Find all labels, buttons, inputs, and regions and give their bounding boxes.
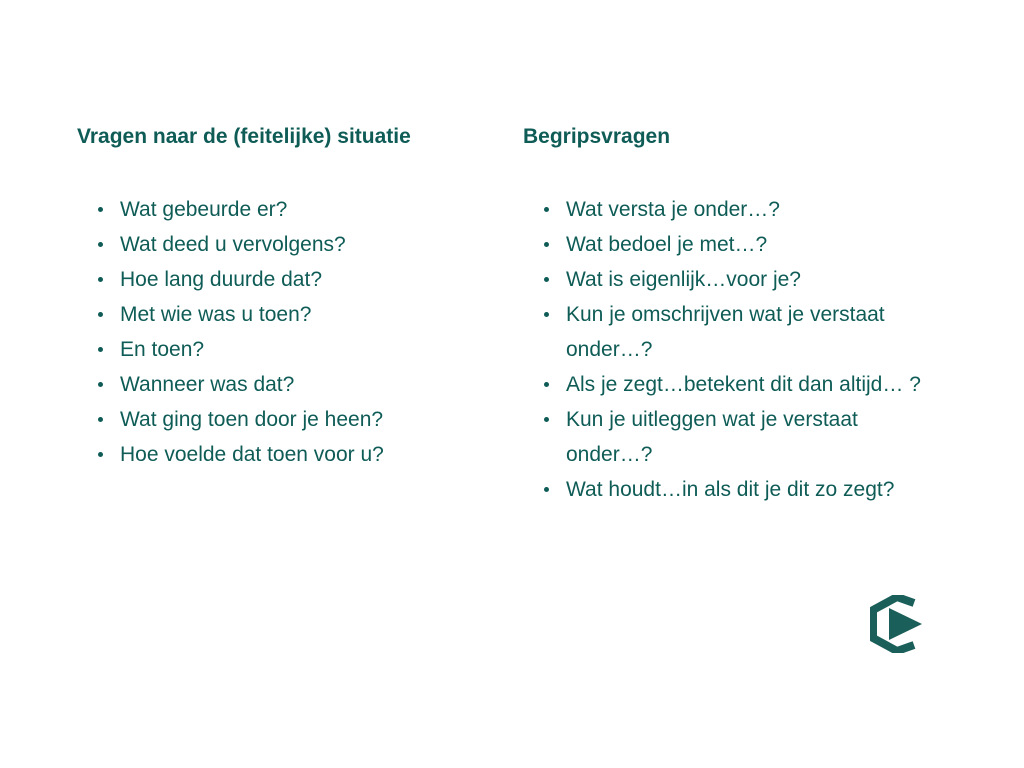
list-item (544, 472, 932, 507)
list-item-text: En toen? (120, 338, 205, 361)
list-item-text: Kun je uitleggen wat je verstaat onder…? (566, 408, 858, 466)
list-item-text: Hoe lang duurde dat? (120, 268, 322, 291)
situational-questions-column (77, 122, 497, 466)
bullet-icon (544, 487, 549, 492)
bullet-icon (98, 242, 103, 247)
list-item-text: Wanneer was dat? (120, 373, 295, 396)
list-item-text: Als je zegt…betekent dit dan altijd… ? (566, 373, 921, 396)
hexagon-play-logo-icon (870, 595, 924, 653)
list-item (544, 367, 932, 402)
comprehension-questions-list (544, 192, 932, 507)
list-item (98, 332, 498, 367)
bullet-icon (544, 312, 549, 317)
list-item (544, 297, 932, 367)
list-item (98, 192, 498, 227)
bullet-icon (98, 382, 103, 387)
list-item-text: Wat versta je onder…? (566, 198, 780, 221)
list-item (98, 367, 498, 402)
bullet-icon (98, 277, 103, 282)
list-item-text: Wat deed u vervolgens? (120, 233, 346, 256)
logo-graphic (870, 595, 924, 653)
list-item-text: Kun je omschrijven wat je verstaat onder…? (566, 303, 885, 361)
list-item-text: Wat houdt…in als dit je dit zo zegt? (566, 478, 895, 501)
bullet-icon (98, 312, 103, 317)
list-item (98, 262, 498, 297)
bullet-icon (98, 452, 103, 457)
situational-questions-heading: Vragen naar de (feitelijke) situatie (77, 125, 411, 148)
list-item (98, 227, 498, 262)
bullet-icon (98, 347, 103, 352)
comprehension-questions-heading: Begripsvragen (523, 125, 671, 148)
list-item (98, 297, 498, 332)
comprehension-questions-column (523, 122, 993, 501)
list-item (98, 437, 498, 472)
list-item (544, 192, 932, 227)
situational-questions-list (98, 192, 498, 472)
bullet-icon (544, 242, 549, 247)
bullet-icon (98, 207, 103, 212)
bullet-icon (544, 277, 549, 282)
list-item (98, 402, 498, 437)
list-item-text: Wat is eigenlijk…voor je? (566, 268, 801, 291)
list-item-text: Wat gebeurde er? (120, 198, 288, 221)
list-item-text: Hoe voelde dat toen voor u? (120, 443, 384, 466)
bullet-icon (544, 417, 549, 422)
bullet-icon (544, 207, 549, 212)
bullet-icon (544, 382, 549, 387)
list-item-text: Wat bedoel je met…? (566, 233, 768, 256)
list-item-text: Wat ging toen door je heen? (120, 408, 384, 431)
bullet-icon (98, 417, 103, 422)
list-item (544, 227, 932, 262)
list-item (544, 402, 932, 472)
list-item (544, 262, 932, 297)
list-item-text: Met wie was u toen? (120, 303, 312, 326)
